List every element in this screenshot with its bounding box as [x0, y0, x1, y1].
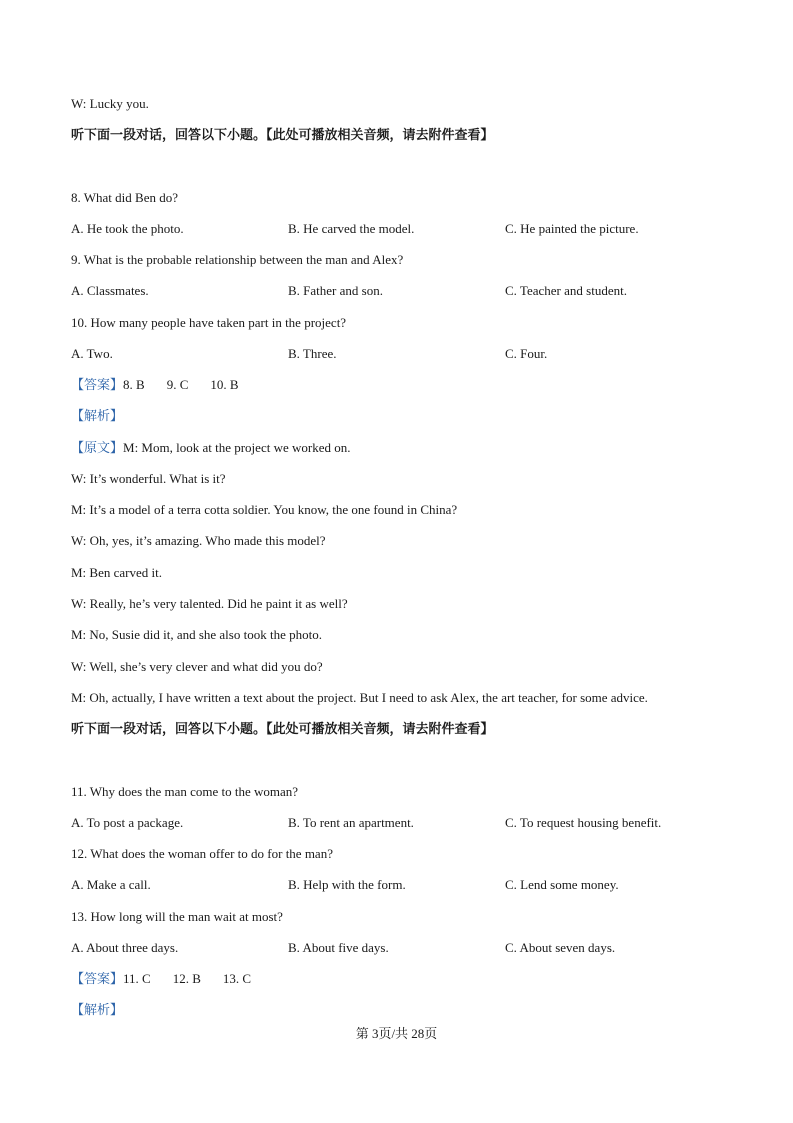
q9-option-b: B. Father and son. — [288, 283, 383, 298]
analysis-label: 【解析】 — [71, 1002, 124, 1017]
transcript-line: W: Well, she’s very clever and what did you do? — [71, 659, 323, 674]
q11-option-b: B. To rent an apartment. — [288, 815, 414, 830]
q8-option-c: C. He painted the picture. — [505, 221, 639, 236]
transcript-line: M: Oh, actually, I have written a text about the project. But I need to ask Alex, the art teacher, for some advice. — [71, 690, 648, 705]
q8-option-a: A. He took the photo. — [71, 221, 184, 236]
question-11: 11. Why does the man come to the woman? — [71, 784, 299, 799]
answer-row — [71, 377, 261, 393]
q8-option-b: B. He carved the model. — [288, 221, 415, 236]
transcript-line: M: Ben carved it. — [71, 565, 162, 580]
q11-option-a: A. To post a package. — [71, 815, 184, 830]
q10-option-b: B. Three. — [288, 346, 337, 361]
q9-option-a: A. Classmates. — [71, 283, 149, 298]
answer-row — [71, 971, 273, 987]
q13-option-c: C. About seven days. — [505, 940, 616, 955]
q13-option-a: A. About three days. — [71, 940, 179, 955]
transcript-first-line — [71, 440, 350, 456]
section-instruction: 听下面一段对话，回答以下小题。【此处可播放相关音频，请去附件查看】 — [71, 721, 494, 736]
q13-option-b: B. About five days. — [288, 940, 389, 955]
transcript-label: 【原文】 — [71, 440, 124, 455]
answer-item: 9. C — [166, 377, 189, 392]
transcript-line: M: No, Susie did it, and she also took the photo. — [71, 627, 322, 642]
answer-item: 11. C — [123, 971, 151, 986]
transcript-line: W: It’s wonderful. What is it? — [71, 471, 226, 486]
q11-option-c: C. To request housing benefit. — [505, 815, 662, 830]
question-10: 10. How many people have taken part in the project? — [71, 315, 347, 330]
transcript-line: M: Mom, look at the project we worked on. — [123, 440, 351, 455]
analysis-label: 【解析】 — [71, 408, 124, 423]
answer-item: 10. B — [210, 377, 239, 392]
question-8: 8. What did Ben do? — [71, 190, 178, 205]
question-12: 12. What does the woman offer to do for the man? — [71, 846, 333, 861]
q12-option-b: B. Help with the form. — [288, 877, 406, 892]
answer-item: 13. C — [222, 971, 252, 986]
answer-label: 【答案】 — [71, 377, 124, 392]
transcript-line: W: Oh, yes, it’s amazing. Who made this model? — [71, 533, 326, 548]
answer-item: 8. B — [123, 377, 145, 392]
question-9: 9. What is the probable relationship between the man and Alex? — [71, 252, 404, 267]
q10-option-a: A. Two. — [71, 346, 113, 361]
question-13: 13. How long will the man wait at most? — [71, 909, 283, 924]
answer-item: 12. B — [172, 971, 201, 986]
q12-option-a: A. Make a call. — [71, 877, 151, 892]
transcript-line: M: It’s a model of a terra cotta soldier. You know, the one found in China? — [71, 502, 458, 517]
q9-option-c: C. Teacher and student. — [505, 283, 627, 298]
page-footer: 第 3页/共 28页 — [355, 1026, 438, 1041]
answer-label: 【答案】 — [71, 971, 124, 986]
transcript-line: W: Really, he’s very talented. Did he paint it as well? — [71, 596, 348, 611]
dialogue-line: W: Lucky you. — [71, 96, 149, 111]
q10-option-c: C. Four. — [505, 346, 548, 361]
q12-option-c: C. Lend some money. — [505, 877, 619, 892]
section-instruction: 听下面一段对话，回答以下小题。【此处可播放相关音频，请去附件查看】 — [71, 127, 494, 142]
